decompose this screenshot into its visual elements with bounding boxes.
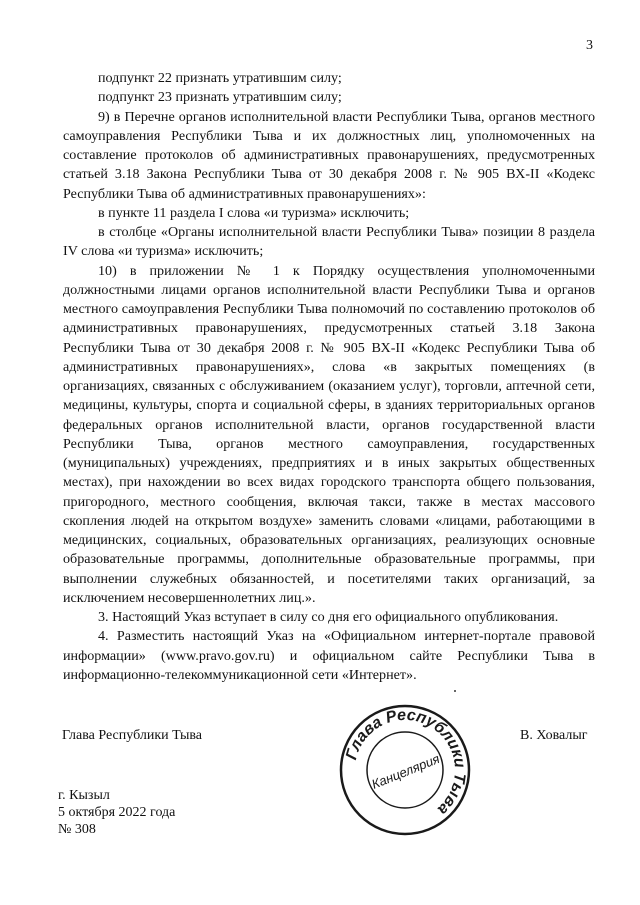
paragraph: в столбце «Органы исполнительной власти Республики Тыва» позиции 8 раздела IV слова «и туризма» исключить; xyxy=(63,224,595,260)
paragraph: 10) в приложении № 1 к Порядку осуществления уполномоченными должностными лицами органов исполнительной власти Республики Тыва и органов местного самоуправления Республики Тыва полномочий по составлению протоколов об административных правонарушениях, предусмотренных статьей 3.18 Закона Республики Тыва от 30 декабря 2008 г. № 905 ВХ-II «Кодекс Республики Тыва об административных правонарушениях», слова «в закрытых помещениях (в организациях, связанных с обслуживанием (оказанием услуг), торговли, аптечной сети, медицины, культуры, спорта и социальной сферы, в зданиях территориальных органов федеральных органов исполнительной власти, органов государственной власти Республики Тыва, органов местного самоуправления, государственных (муниципальных) учреждениях, предприятиях и в иных закрытых общественных местах), при нахождении во всех видах городского транспорта общего пользования, пригородного, местного сообщения, включая такси, также в местах массового скопления людей на открытом воздухе» заменить словами «лицами, работающими в медицинских, социальных, образовательных организациях, реализующих основные образовательные программы, дополнительные образовательные программы, при выполнении служебных обязанностей, и посетителями таких организаций, за исключением несовершеннолетних лиц.». xyxy=(63,262,595,606)
decree-number: № 308 xyxy=(58,822,96,837)
paragraph: 4. Разместить настоящий Указ на «Официальном интернет-портале правовой информации» (www.pravo.gov.ru) и официальном сайте Республики Тыва в информационно-телекоммуникационной сети «Интернет». xyxy=(63,628,595,683)
paragraph: подпункт 22 признать утратившим силу; xyxy=(98,70,342,86)
paragraph: 3. Настоящий Указ вступает в силу со дня его официального опубликования. xyxy=(98,609,559,625)
paragraph: в пункте 11 раздела I слова «и туризма» исключить; xyxy=(98,204,410,221)
paragraph: 9) в Перечне органов исполнительной власти Республики Тыва, органов местного самоуправления Республики Тыва и их должностных лиц, уполномоченных на составление протоколов об административных правонарушениях, предусмотренных статьей 3.18 Закона Республики Тыва от 30 декабря 2008 г. № 905 ВХ-II «Кодекс Республики Тыва об административных правонарушениях»: xyxy=(63,108,595,202)
place-and-date xyxy=(58,787,175,838)
date: 5 октября 2022 года xyxy=(58,805,176,820)
page-number: 3 xyxy=(586,38,593,53)
signatory-name: В. Ховалыг xyxy=(520,728,588,743)
stamp-ring-text: Глава Республики Тыва xyxy=(343,706,469,819)
signatory-position: Глава Республики Тыва xyxy=(62,728,203,743)
scan-speck xyxy=(454,690,456,692)
official-stamp xyxy=(335,700,475,840)
document-body xyxy=(63,69,595,685)
stamp-center-text: Канцелярия xyxy=(369,750,442,792)
city: г. Кызыл xyxy=(58,788,110,803)
paragraph: подпункт 23 признать утратившим силу; xyxy=(98,89,342,106)
